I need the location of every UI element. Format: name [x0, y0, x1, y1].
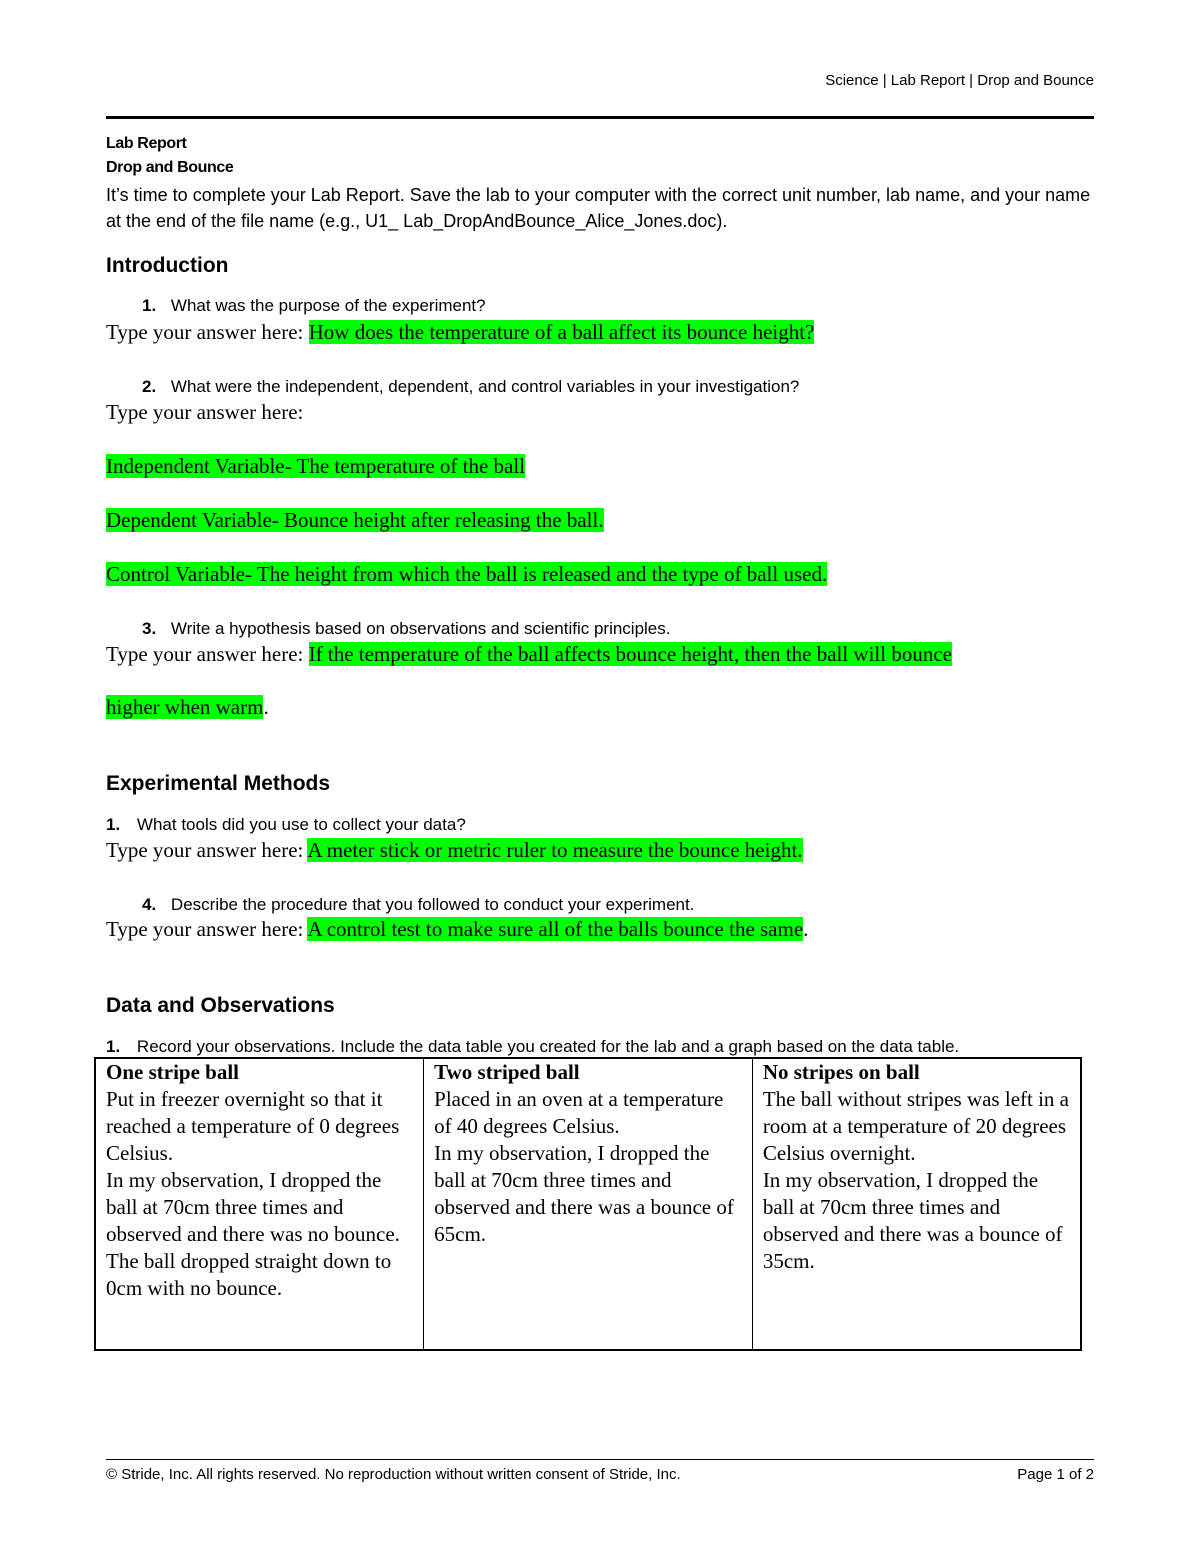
methods-answer-1[interactable] — [106, 838, 803, 863]
question-text: Write a hypothesis based on observations and scientific principles. — [170, 619, 671, 638]
table-cell-one-stripe[interactable] — [95, 1058, 424, 1350]
footer-copyright: © Stride, Inc. All rights reserved. No reproduction without written consent of Stride, Inc. — [106, 1466, 681, 1483]
methods-question-1 — [106, 815, 466, 835]
dependent-variable-answer[interactable] — [106, 508, 604, 533]
answer-text: higher when warm — [106, 695, 264, 719]
answer-prompt: Type your answer here: — [106, 917, 308, 941]
cell-observation: In my observation, I dropped the ball at 70cm three times and observed and there was a bounce of 35cm. — [762, 1168, 1063, 1273]
cell-observation: In my observation, I dropped the ball at 70cm three times and observed and there was a bounce of 65cm. — [434, 1141, 734, 1246]
question-number: 1. — [106, 815, 121, 834]
answer-3-line-1[interactable] — [106, 642, 952, 667]
question-number: 1. — [142, 296, 157, 315]
cell-heading: No stripes on ball — [762, 1060, 920, 1084]
question-number: 3. — [142, 619, 157, 638]
header-divider — [106, 116, 1094, 119]
answer-text: Dependent Variable- Bounce height after releasing the ball. — [106, 508, 604, 532]
answer-text: Independent Variable- The temperature of the ball — [106, 454, 526, 478]
independent-variable-answer[interactable] — [106, 454, 525, 479]
question-text: What was the purpose of the experiment? — [170, 296, 486, 315]
control-variable-answer[interactable] — [106, 562, 827, 587]
answer-prompt: Type your answer here: — [106, 838, 308, 862]
doc-title-drop-and-bounce: Drop and Bounce — [106, 159, 234, 176]
question-text: Record your observations. Include the data table you created for the lab and a graph based on the data table. — [136, 1037, 960, 1056]
answer-prompt: Type your answer here: — [106, 642, 309, 666]
footer-page-number: Page 1 of 2 — [1017, 1466, 1094, 1483]
answer-text: If the temperature of the ball affects bounce height, then the ball will bounce — [308, 642, 952, 666]
page-header-breadcrumb: Science | Lab Report | Drop and Bounce — [825, 72, 1094, 89]
section-heading-experimental-methods: Experimental Methods — [106, 772, 331, 795]
footer-divider — [106, 1459, 1094, 1460]
table-cell-no-stripes[interactable] — [752, 1058, 1081, 1350]
question-text: Describe the procedure that you followed to conduct your experiment. — [170, 895, 695, 914]
document-body — [106, 132, 1094, 1300]
cell-observation: In my observation, I dropped the ball at 70cm three times and observed and there was no bounce. The ball dropped straight down to 0cm with no bounce. — [106, 1168, 400, 1300]
table-cell-two-striped[interactable] — [424, 1058, 753, 1350]
answer-3-line-2[interactable] — [106, 695, 269, 720]
answer-1[interactable] — [106, 320, 814, 345]
answer-text: How does the temperature of a ball affect its bounce height? — [308, 320, 815, 344]
doc-title-lab-report: Lab Report — [106, 135, 187, 152]
data-question-1 — [106, 1037, 959, 1057]
cell-description: Placed in an oven at a temperature of 40 degrees Celsius. — [434, 1087, 724, 1138]
question-number: 1. — [106, 1037, 121, 1056]
question-number: 4. — [142, 895, 157, 914]
question-3 — [142, 619, 671, 639]
answer-text: A meter stick or metric ruler to measure the bounce height. — [307, 838, 803, 862]
cell-heading: Two striped ball — [434, 1060, 580, 1084]
question-1 — [142, 296, 486, 316]
methods-answer-4[interactable] — [106, 917, 808, 942]
cell-description: Put in freezer overnight so that it reached a temperature of 0 degrees Celsius. — [106, 1087, 400, 1165]
observations-table — [94, 1057, 1082, 1351]
answer-2-prompt[interactable]: Type your answer here: — [106, 400, 304, 424]
table-row — [95, 1058, 1081, 1350]
answer-tail: . — [803, 917, 809, 941]
cell-heading: One stripe ball — [106, 1060, 240, 1084]
question-text: What tools did you use to collect your data? — [136, 815, 466, 834]
question-2 — [142, 377, 799, 397]
section-heading-introduction: Introduction — [106, 254, 229, 277]
question-number: 2. — [142, 377, 157, 396]
answer-prompt: Type your answer here: — [106, 320, 309, 344]
answer-text: A control test to make sure all of the balls bounce the same — [307, 917, 804, 941]
cell-description: The ball without stripes was left in a room at a temperature of 20 degrees Celsius overnight. — [762, 1087, 1069, 1165]
intro-paragraph: It’s time to complete your Lab Report. Save the lab to your computer with the correct unit number, lab name, and your name at the end of the file name (e.g., U1_ Lab_DropAndBounce_Alice_Jones.doc). — [106, 185, 1091, 231]
answer-text: Control Variable- The height from which the ball is released and the type of ball used. — [106, 562, 828, 586]
methods-question-4 — [142, 895, 694, 915]
question-text: What were the independent, dependent, and control variables in your investigation? — [170, 377, 800, 396]
section-heading-data-and-observations: Data and Observations — [106, 994, 335, 1017]
answer-tail: . — [263, 695, 269, 719]
